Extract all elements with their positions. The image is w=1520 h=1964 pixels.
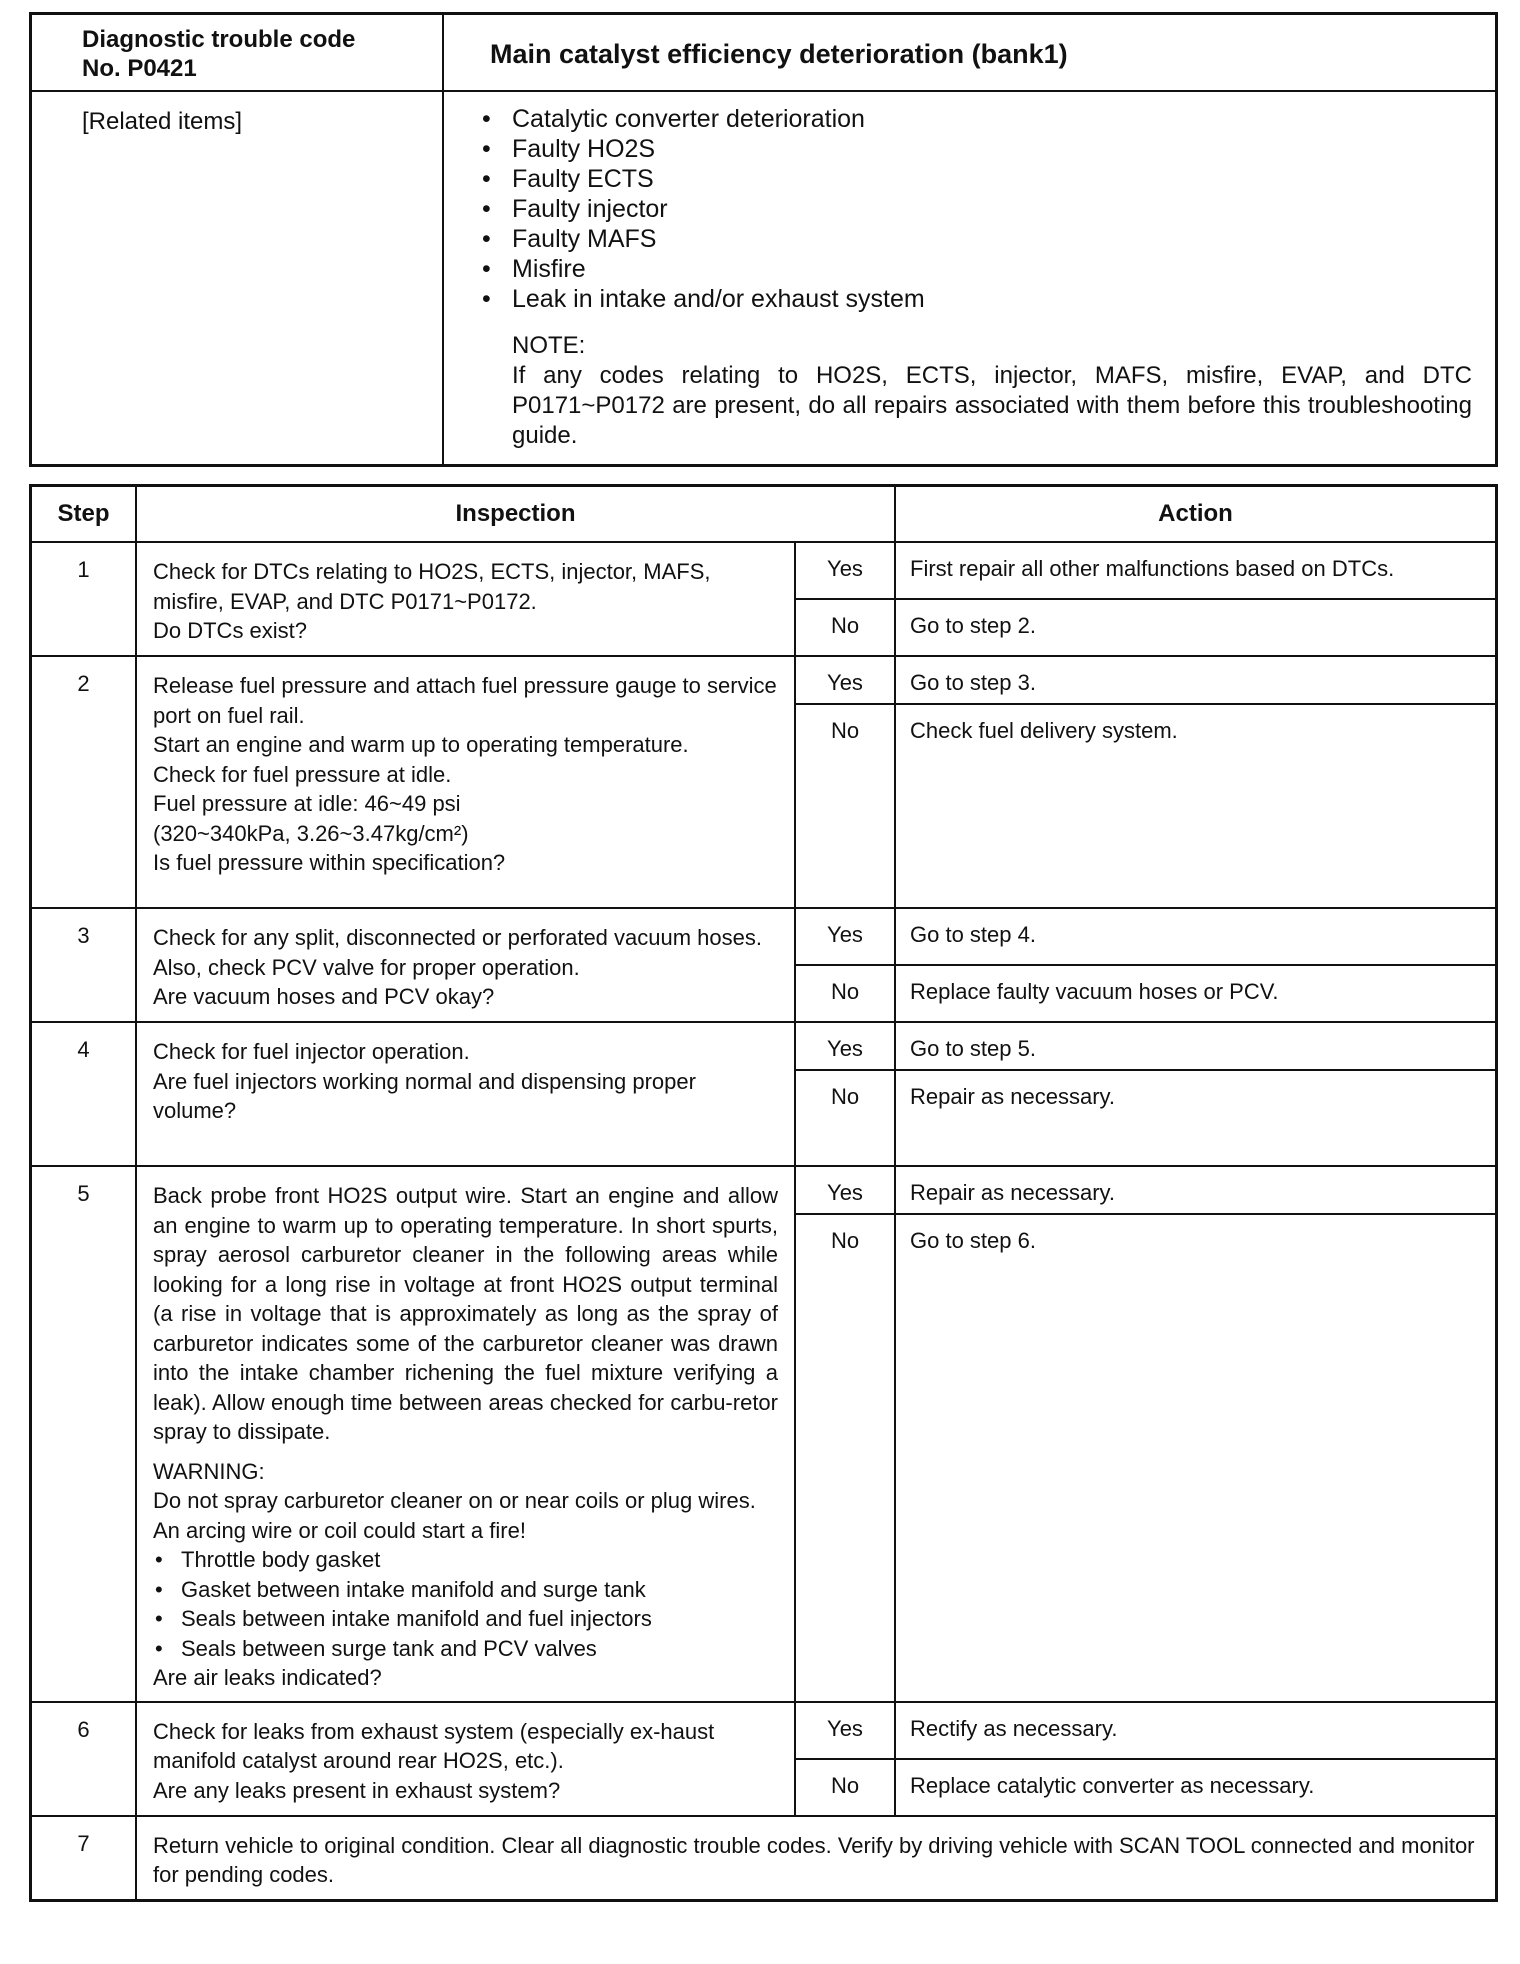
inspection-cell: Return vehicle to original condition. Clear all diagnostic trouble codes. Verify by driving vehicle with SCAN TOOL connected and monitor for pending codes. [136,1816,1497,1901]
warning-text: Do not spray carburetor cleaner on or near coils or plug wires. An arcing wire or coil could start a fire! [153,1488,756,1543]
related-item: • Faulty injector [480,194,925,224]
inspection-text: Check for fuel injector operation. [153,1039,470,1064]
inspection-text: Back probe front HO2S output wire. Start an engine and allow an engine to warm up to operating temperature. In short spurts, spray aerosol carburetor cleaner in the following areas while looking for a long rise in voltage at front HO2S output terminal (a rise in voltage that is approximately as long as the spray of carburetor indicates some of the carburetor cleaner was drawn into the intake chamber richening the fuel mixture verifying a leak). Allow enough time between areas checked for carbu-retor spray to dissipate. [153,1183,778,1444]
leak-check-areas [153,1545,778,1663]
inspection-question: Are any leaks present in exhaust system? [153,1777,561,1803]
inspection-cell [136,1702,795,1816]
related-item: • Faulty ECTS [480,164,925,194]
yes-label: Yes [795,908,895,965]
inspection-question: Are air leaks indicated? [153,1665,382,1690]
dtc-header-box [29,12,1498,467]
related-item: • Misfire [480,254,925,284]
inspection-question: Is fuel pressure within specification? [153,850,506,875]
no-label: No [795,599,895,656]
table-row [31,1022,1497,1070]
list-item: • Seals between surge tank and PCV valves [153,1634,778,1664]
no-action: Check fuel delivery system. [895,704,1497,908]
dtc-title: Main catalyst efficiency deterioration (bank1) [490,39,1068,69]
step-number: 7 [31,1816,137,1901]
yes-label: Yes [795,542,895,599]
inspection-cell [136,656,795,908]
related-items-list [480,104,925,314]
table-row [31,1816,1497,1901]
table-row [31,1166,1497,1214]
list-item: • Seals between intake manifold and fuel injectors [153,1604,778,1634]
table-header-row [31,486,1497,543]
step-number: 1 [31,542,137,656]
warning-label: WARNING: [153,1458,265,1484]
no-label: No [795,965,895,1022]
inspection-cell [136,1166,795,1702]
yes-action: Go to step 5. [895,1022,1497,1070]
inspection-text: Check for DTCs relating to HO2S, ECTS, injector, MAFS, misfire, EVAP, and DTC P0171~P0172. [153,559,711,614]
note-label: NOTE: [512,332,586,359]
related-items-label: [Related items] [82,108,243,135]
no-action: Go to step 6. [895,1214,1497,1702]
table-row [31,542,1497,599]
yes-action: First repair all other malfunctions based on DTCs. [895,542,1497,599]
yes-label: Yes [795,1702,895,1759]
related-item: • Faulty HO2S [480,134,925,164]
step-number: 3 [31,908,137,1022]
inspection-text: Release fuel pressure and attach fuel pressure gauge to service port on fuel rail. [153,673,777,728]
no-action: Replace catalytic converter as necessary. [895,1759,1497,1816]
no-label: No [795,1070,895,1166]
related-item: • Faulty MAFS [480,224,925,254]
yes-action: Rectify as necessary. [895,1702,1497,1759]
column-header-action: Action [895,486,1497,543]
yes-label: Yes [795,1022,895,1070]
step-number: 6 [31,1702,137,1816]
yes-label: Yes [795,656,895,704]
related-item: • Catalytic converter deterioration [480,104,925,134]
header-divider-horizontal [32,90,1495,92]
dtc-label-line-1: Diagnostic trouble code [82,26,356,53]
header-divider-vertical [442,15,444,464]
inspection-question: Do DTCs exist? [153,618,308,643]
dtc-label-line-2: No. P0421 [82,55,197,82]
dtc-code-label [82,25,355,83]
yes-action: Go to step 3. [895,656,1497,704]
column-header-step: Step [31,486,137,543]
troubleshooting-table [29,484,1498,1902]
no-label: No [795,704,895,908]
inspection-text: Start an engine and warm up to operating temperature. [153,732,689,757]
yes-action: Go to step 4. [895,908,1497,965]
inspection-text: Check for fuel pressure at idle. [153,761,452,787]
inspection-cell [136,542,795,656]
step-number: 4 [31,1022,137,1166]
inspection-question: Are fuel injectors working normal and dispensing proper volume? [153,1068,696,1123]
note-block [512,331,1472,451]
inspection-spec: (320~340kPa, 3.26~3.47kg/cm²) [153,820,469,846]
step-number: 2 [31,656,137,908]
no-action: Go to step 2. [895,599,1497,656]
no-action: Repair as necessary. [895,1070,1497,1166]
inspection-text: Check for leaks from exhaust system (especially ex-haust manifold catalyst around rear HO2S, etc.). [153,1718,715,1773]
no-label: No [795,1214,895,1702]
yes-label: Yes [795,1166,895,1214]
inspection-spec: Fuel pressure at idle: 46~49 psi [153,791,461,816]
note-text: If any codes relating to HO2S, ECTS, injector, MAFS, misfire, EVAP, and DTC P0171~P0172 are present, do all repairs associated with them before this troubleshooting guide. [512,362,1472,449]
no-action: Replace faulty vacuum hoses or PCV. [895,965,1497,1022]
related-item: • Leak in intake and/or exhaust system [480,284,925,314]
inspection-text: Check for any split, disconnected or perforated vacuum hoses. Also, check PCV valve for proper operation. [153,925,762,980]
inspection-cell [136,1022,795,1166]
table-row [31,908,1497,965]
inspection-cell [136,908,795,1022]
step-number: 5 [31,1166,137,1702]
column-header-inspection: Inspection [136,486,895,543]
table-row [31,656,1497,704]
list-item: • Throttle body gasket [153,1545,778,1575]
table-row [31,1702,1497,1759]
yes-action: Repair as necessary. [895,1166,1497,1214]
list-item: • Gasket between intake manifold and surge tank [153,1575,778,1605]
inspection-question: Are vacuum hoses and PCV okay? [153,984,495,1009]
no-label: No [795,1759,895,1816]
